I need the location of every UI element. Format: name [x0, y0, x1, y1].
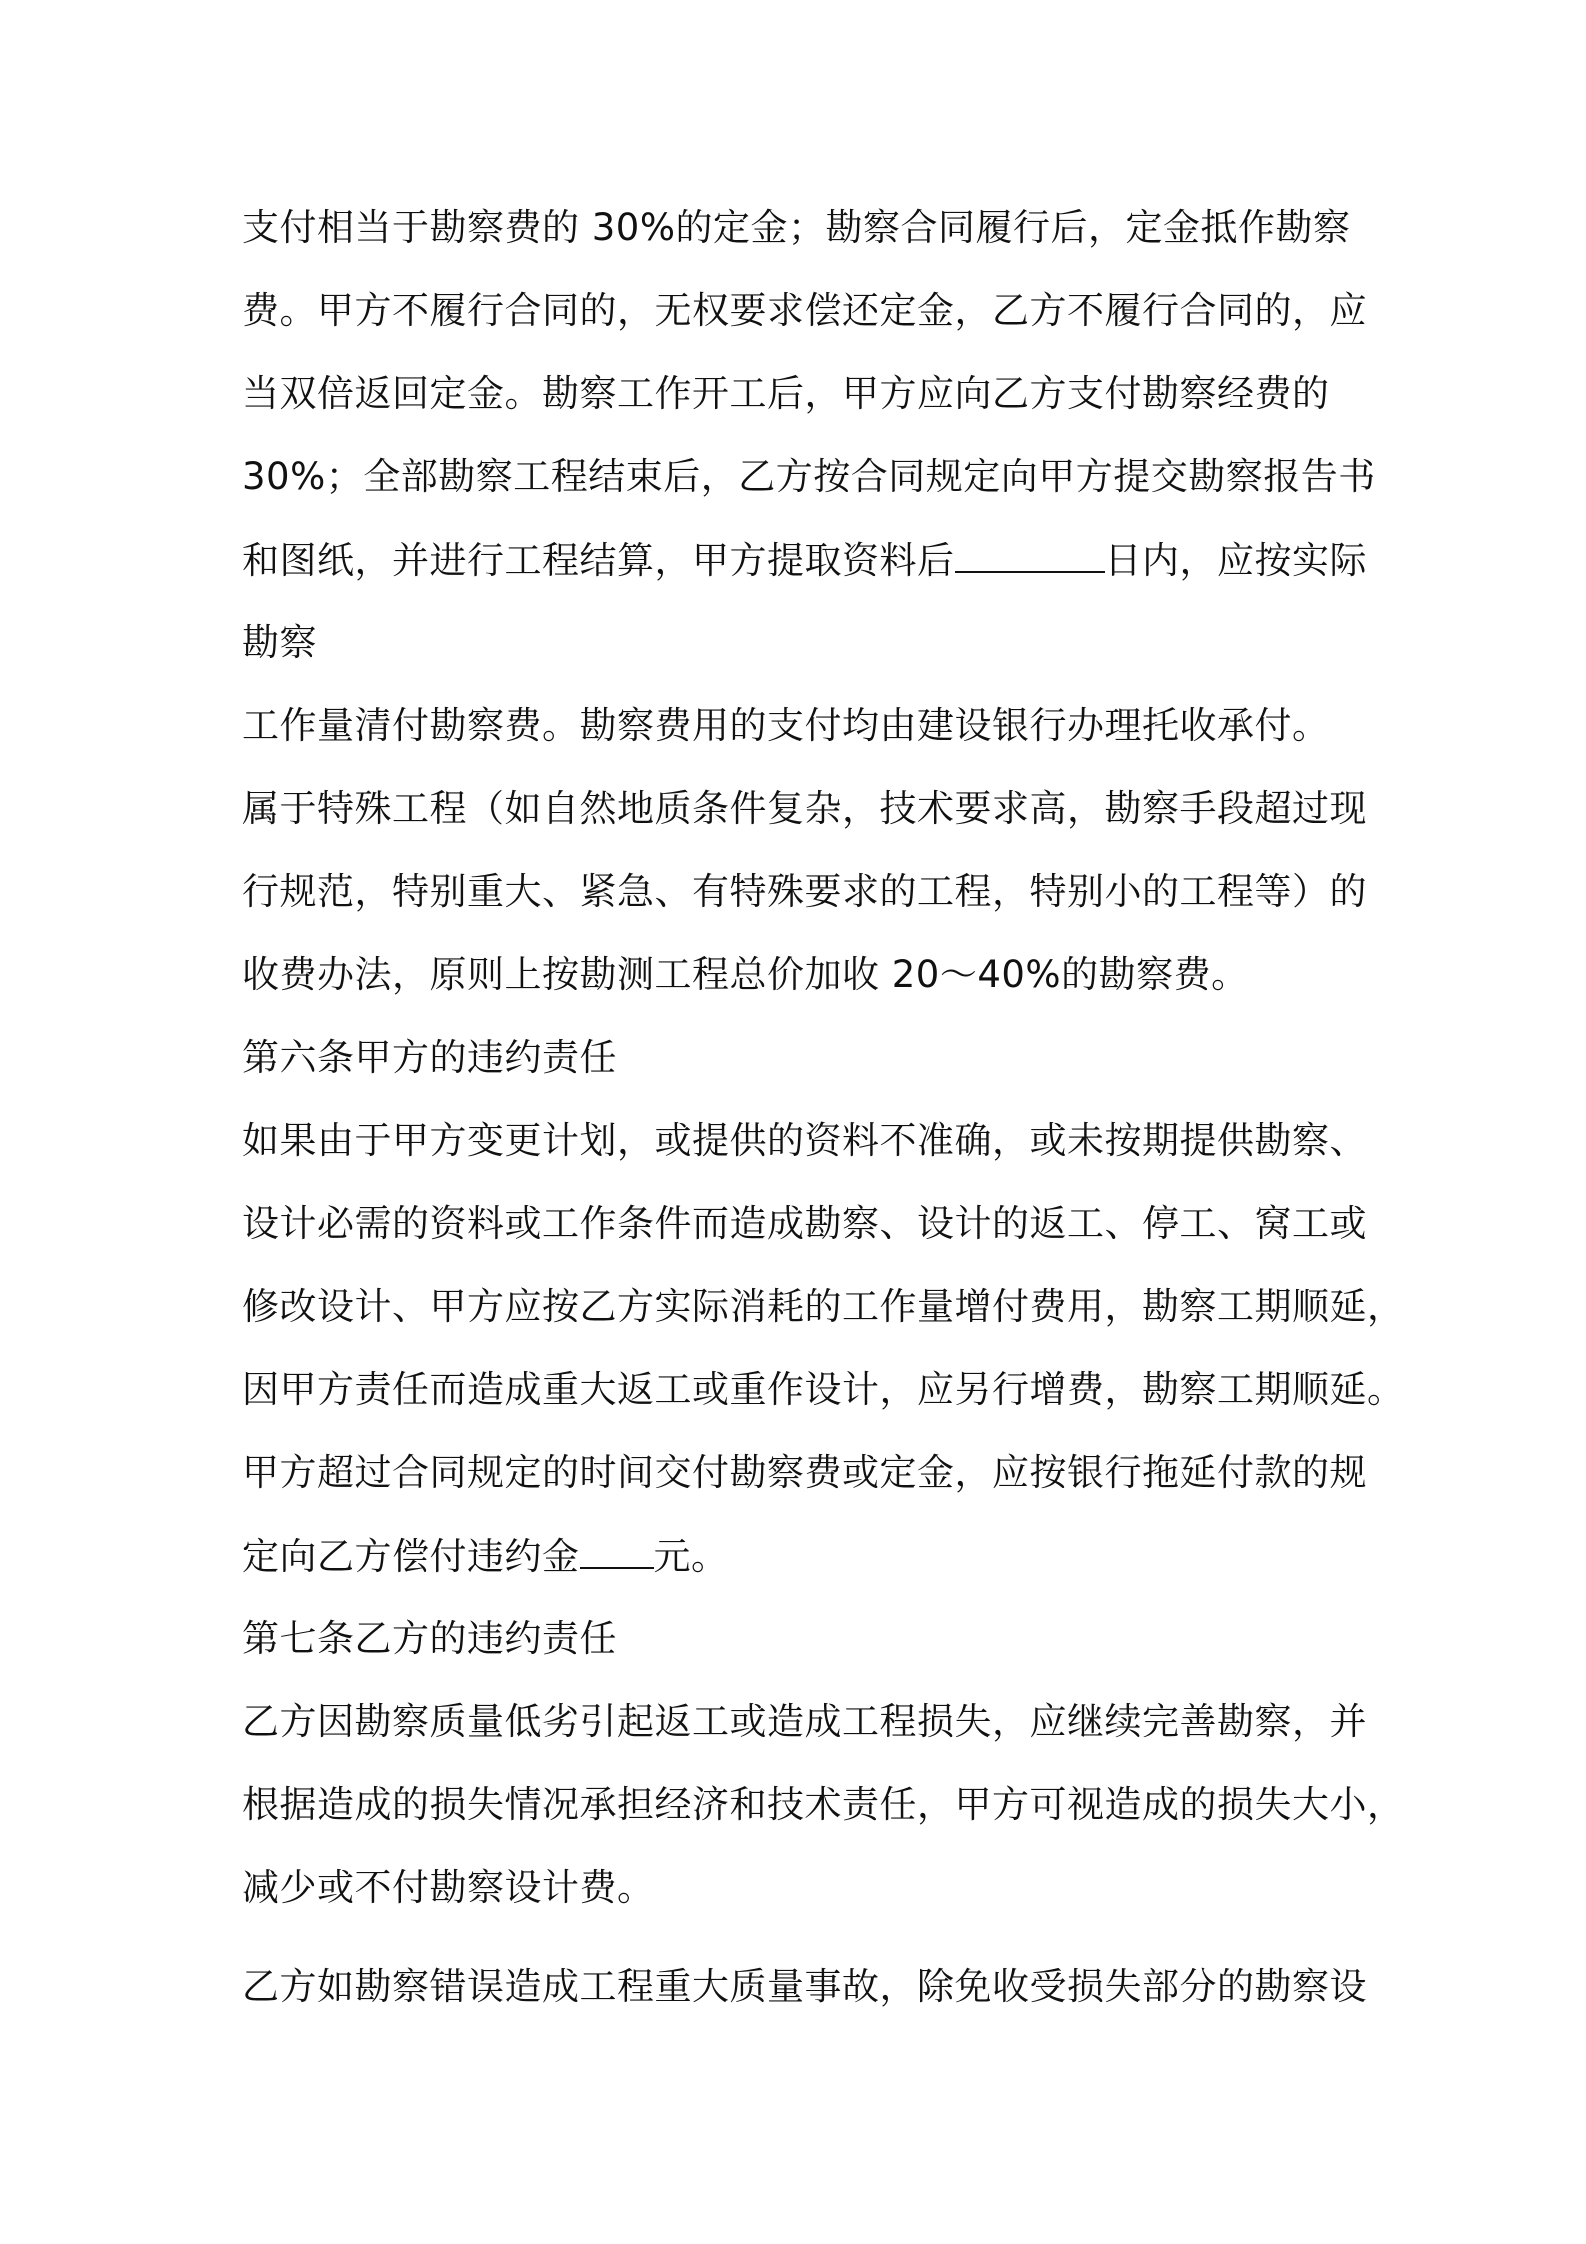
- text-line-with-blank: [242, 535, 1367, 585]
- text-line: 30%；全部勘察工程结束后，乙方按合同规定向甲方提交勘察报告书: [242, 455, 1376, 498]
- text-line: 费。甲方不履行合同的，无权要求偿还定金，乙方不履行合同的，应: [242, 289, 1367, 332]
- text-line-with-blank: [242, 1531, 1362, 1581]
- text-line: 属于特殊工程（如自然地质条件复杂，技术要求高，勘察手段超过现: [242, 787, 1367, 830]
- fill-in-blank: [955, 535, 1105, 573]
- text-line: 甲方超过合同规定的时间交付勘察费或定金，应按银行拖延付款的规: [242, 1451, 1367, 1494]
- text-line: 根据造成的损失情况承担经济和技术责任，甲方可视造成的损失大小，: [242, 1783, 1405, 1826]
- section-heading: 第七条乙方的违约责任: [242, 1617, 617, 1660]
- section-heading: 第六条甲方的违约责任: [242, 1036, 617, 1079]
- text-line: 行规范，特别重大、紧急、有特殊要求的工程，特别小的工程等）的: [242, 870, 1367, 913]
- text-line: 乙方因勘察质量低劣引起返工或造成工程损失，应继续完善勘察，并: [242, 1700, 1367, 1743]
- text-line: 支付相当于勘察费的 30%的定金；勘察合同履行后，定金抵作勘察: [242, 206, 1351, 249]
- text-line: 勘察: [242, 621, 317, 664]
- text-segment: 日内，应按实际: [1104, 539, 1367, 582]
- text-line: 因甲方责任而造成重大返工或重作设计，应另行增费，勘察工期顺延。: [242, 1368, 1405, 1411]
- text-line: 工作量清付勘察费。勘察费用的支付均由建设银行办理托收承付。: [242, 704, 1330, 747]
- text-line: 减少或不付勘察设计费。: [242, 1866, 655, 1909]
- text-segment: 定向乙方偿付违约金: [242, 1535, 580, 1578]
- text-line: 修改设计、甲方应按乙方实际消耗的工作量增付费用，勘察工期顺延，: [242, 1285, 1405, 1328]
- text-line: 收费办法，原则上按勘测工程总价加收 20～40%的勘察费。: [242, 953, 1249, 996]
- text-segment: 元。: [653, 1535, 729, 1578]
- text-line: 如果由于甲方变更计划，或提供的资料不准确，或未按期提供勘察、: [242, 1119, 1367, 1162]
- text-segment: 和图纸，并进行工程结算，甲方提取资料后: [242, 539, 955, 582]
- text-line: 当双倍返回定金。勘察工作开工后，甲方应向乙方支付勘察经费的: [242, 372, 1330, 415]
- text-line: 乙方如勘察错误造成工程重大质量事故，除免收受损失部分的勘察设: [242, 1965, 1367, 2008]
- fill-in-blank: [580, 1531, 654, 1569]
- text-line: 设计必需的资料或工作条件而造成勘察、设计的返工、停工、窝工或: [242, 1202, 1367, 1245]
